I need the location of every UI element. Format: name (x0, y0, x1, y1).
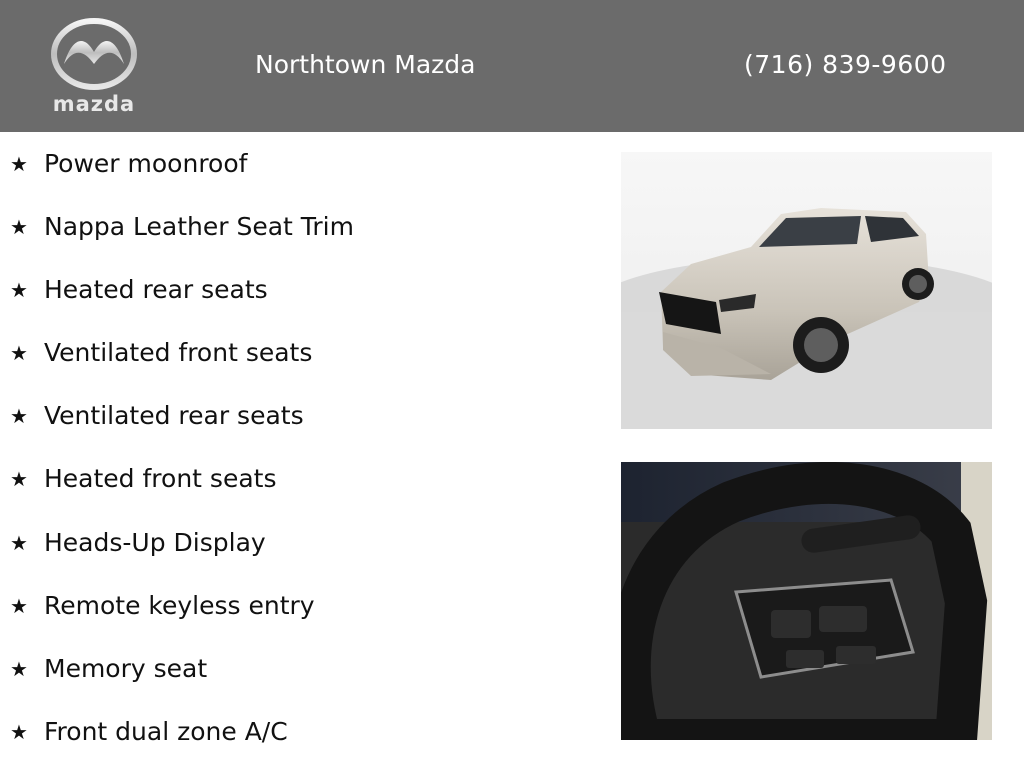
feature-label: Memory seat (44, 653, 208, 683)
feature-item (10, 461, 600, 524)
dealer-phone[interactable]: (716) 839-9600 (744, 50, 947, 79)
star-icon: ★ (10, 656, 28, 681)
feature-item (10, 209, 600, 272)
star-icon: ★ (10, 530, 28, 555)
mazda-emblem-icon (50, 18, 138, 90)
star-icon: ★ (10, 593, 28, 618)
feature-label: Remote keyless entry (44, 590, 315, 620)
star-icon: ★ (10, 215, 28, 240)
header-bar (0, 0, 1024, 132)
logo-wordmark: mazda (52, 92, 136, 116)
feature-item (10, 525, 600, 588)
feature-label: Heated front seats (44, 464, 277, 494)
feature-item (10, 398, 600, 461)
feature-item (10, 714, 600, 777)
feature-item (10, 335, 600, 398)
feature-label: Nappa Leather Seat Trim (44, 212, 354, 242)
feature-item (10, 272, 600, 335)
feature-item (10, 651, 600, 714)
feature-item (10, 588, 600, 651)
feature-item (10, 146, 600, 209)
feature-label: Front dual zone A/C (44, 716, 288, 746)
feature-label: Heated rear seats (44, 275, 268, 305)
star-icon: ★ (10, 467, 28, 492)
feature-label: Power moonroof (44, 149, 248, 178)
feature-label: Ventilated rear seats (44, 401, 304, 431)
mazda-logo (40, 18, 148, 118)
star-icon: ★ (10, 152, 28, 176)
feature-list (10, 146, 600, 777)
feature-label: Ventilated front seats (44, 338, 313, 368)
dealer-name: Northtown Mazda (255, 50, 476, 79)
star-icon: ★ (10, 719, 28, 744)
star-icon: ★ (10, 404, 28, 429)
feature-label: Heads-Up Display (44, 527, 266, 557)
star-icon: ★ (10, 341, 28, 366)
steering-wheel-photo[interactable] (621, 462, 992, 740)
vehicle-exterior-photo[interactable] (621, 152, 992, 429)
star-icon: ★ (10, 278, 28, 303)
